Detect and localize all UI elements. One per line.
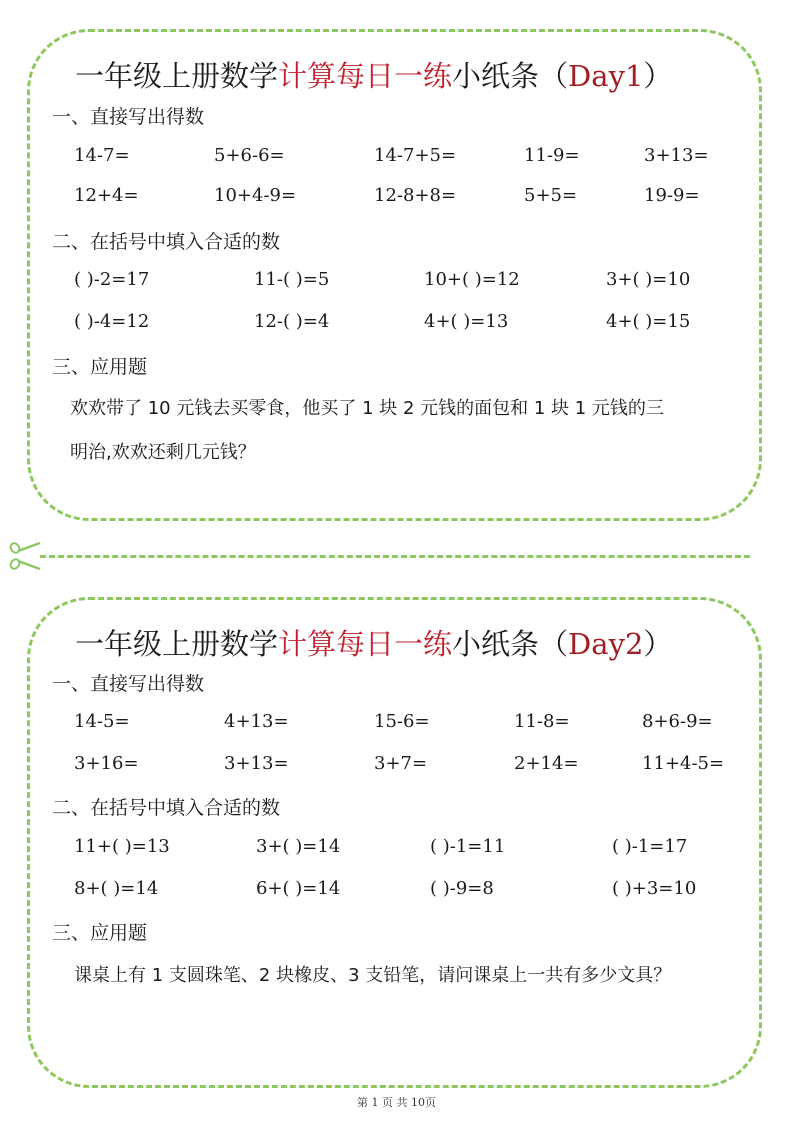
- cut-line: [40, 555, 750, 558]
- problem: ( )-1=11: [430, 836, 506, 857]
- problem: 11+4-5=: [642, 753, 725, 774]
- problem: ( )-2=17: [74, 269, 150, 290]
- problem: 4+( )=13: [424, 311, 509, 332]
- problem: ( )-9=8: [430, 878, 494, 899]
- practice-card-day2: [27, 597, 762, 1088]
- section-heading-fill-blank: 二、在括号中填入合适的数: [52, 231, 281, 253]
- problem: 3+( )=14: [256, 836, 341, 857]
- title-prefix: 一年级上册数学: [75, 59, 279, 93]
- title-close: ）: [643, 59, 673, 93]
- card-title: [75, 54, 672, 95]
- problem: 10+4-9=: [214, 185, 297, 206]
- problem: 19-9=: [644, 185, 700, 206]
- problem: 15-6=: [374, 711, 430, 732]
- section-heading-direct-calc: 一、直接写出得数: [52, 106, 205, 128]
- problem: ( )-4=12: [74, 311, 150, 332]
- problem: 11-8=: [514, 711, 570, 732]
- problem: 5+6-6=: [214, 145, 285, 166]
- problem: 4+( )=15: [606, 311, 691, 332]
- problem: 10+( )=12: [424, 269, 520, 290]
- word-problem-line: 明治,欢欢还剩几元钱？: [70, 442, 256, 463]
- card-title: [75, 622, 672, 663]
- word-problem-line: 课桌上有 1 支圆珠笔、2 块橡皮、3 支铅笔，请问课桌上一共有多少文具？: [74, 965, 672, 986]
- title-highlight: 计算每日一练: [278, 59, 453, 93]
- section-heading-direct-calc: 一、直接写出得数: [52, 673, 205, 695]
- title-suffix: 小纸条（: [452, 59, 569, 93]
- title-day: Day1: [568, 59, 644, 93]
- problem: 12-8+8=: [374, 185, 457, 206]
- problem: ( )-1=17: [612, 836, 688, 857]
- problem: 8+( )=14: [74, 878, 159, 899]
- problem: 2+14=: [514, 753, 579, 774]
- problem: 14-7=: [74, 145, 130, 166]
- word-problem-line: 欢欢带了 10 元钱去买零食，他买了 1 块 2 元钱的面包和 1 块 1 元钱的三: [70, 398, 664, 419]
- problem: 14-7+5=: [374, 145, 457, 166]
- problem: 12-( )=4: [254, 311, 330, 332]
- title-close: ）: [643, 627, 673, 661]
- problem: 3+( )=10: [606, 269, 691, 290]
- problem: ( )+3=10: [612, 878, 697, 899]
- problem: 3+7=: [374, 753, 428, 774]
- title-highlight: 计算每日一练: [278, 627, 453, 661]
- problem: 8+6-9=: [642, 711, 713, 732]
- page-number: 第 1 页 共 10页: [357, 1096, 436, 1109]
- problem: 12+4=: [74, 185, 139, 206]
- problem: 11-( )=5: [254, 269, 330, 290]
- problem: 14-5=: [74, 711, 130, 732]
- practice-card-day1: [27, 29, 762, 521]
- title-prefix: 一年级上册数学: [75, 627, 279, 661]
- section-heading-word-problem: 三、应用题: [52, 922, 148, 944]
- section-heading-fill-blank: 二、在括号中填入合适的数: [52, 797, 281, 819]
- problem: 3+13=: [224, 753, 289, 774]
- section-heading-word-problem: 三、应用题: [52, 356, 148, 378]
- problem: 3+16=: [74, 753, 139, 774]
- problem: 6+( )=14: [256, 878, 341, 899]
- problem: 5+5=: [524, 185, 578, 206]
- problem: 11-9=: [524, 145, 580, 166]
- title-day: Day2: [568, 627, 644, 661]
- problem: 4+13=: [224, 711, 289, 732]
- problem: 11+( )=13: [74, 836, 170, 857]
- title-suffix: 小纸条（: [452, 627, 569, 661]
- problem: 3+13=: [644, 145, 709, 166]
